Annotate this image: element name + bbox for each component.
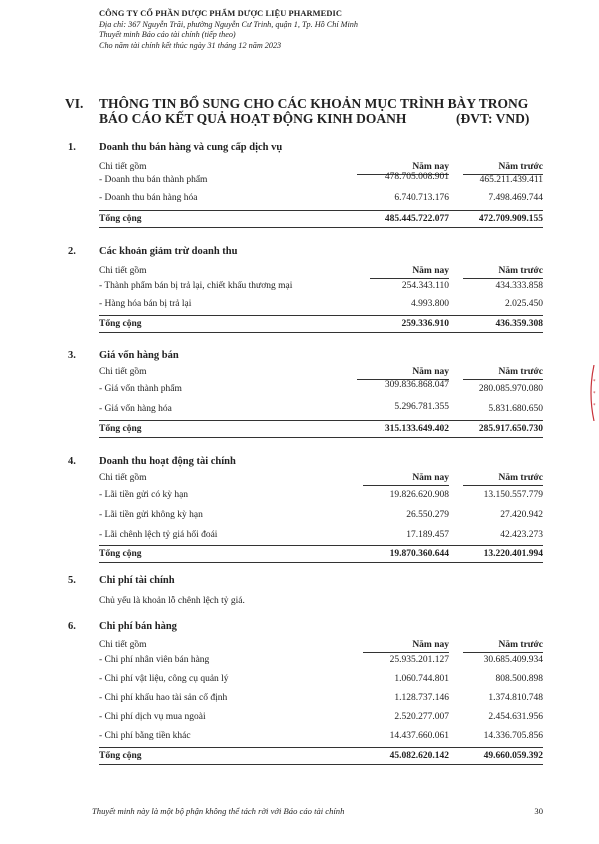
header-underline	[363, 485, 449, 486]
row-label: - Giá vốn thành phẩm	[99, 384, 182, 394]
col-current-header: Năm nay	[412, 640, 449, 650]
col-label-header: Chi tiết gồm	[99, 473, 147, 483]
row-prior: 13.150.557.779	[483, 490, 543, 500]
total-prior: 49.660.059.392	[483, 751, 543, 761]
col-label-header: Chi tiết gồm	[99, 162, 147, 172]
row-prior: 42.423.273	[500, 530, 543, 540]
col-prior-header: Năm trước	[498, 640, 543, 650]
row-label: - Giá vốn hàng hóa	[99, 404, 172, 414]
section-title: Chi phí tài chính	[99, 575, 175, 586]
section-note: Chủ yếu là khoản lỗ chênh lệch tỷ giá.	[99, 596, 245, 606]
total-rule	[99, 227, 543, 228]
section-number: 5.	[68, 575, 76, 586]
svg-text:*: *	[593, 391, 596, 397]
row-current: 478.705.008.901	[384, 172, 449, 182]
col-label-header: Chi tiết gồm	[99, 367, 147, 377]
total-label: Tổng cộng	[99, 751, 142, 761]
col-prior-header: Năm trước	[498, 473, 543, 483]
row-current: 1.060.744.801	[394, 674, 449, 684]
col-current-header: Năm nay	[412, 367, 449, 377]
total-rule	[99, 747, 543, 748]
main-title-line2-wrap	[99, 111, 559, 126]
total-prior: 285.917.650.730	[478, 424, 543, 434]
row-prior: 434.333.858	[495, 281, 543, 291]
total-prior: 472.709.909.155	[478, 214, 543, 224]
header-underline	[363, 652, 449, 653]
section-title: Doanh thu hoạt động tài chính	[99, 456, 236, 467]
col-current-header: Năm nay	[412, 162, 449, 172]
total-current: 259.336.910	[401, 319, 449, 329]
row-label: - Chi phí khấu hao tài sản cố định	[99, 693, 228, 703]
row-prior: 14.336.705.856	[483, 731, 543, 741]
row-current: 4.993.800	[411, 299, 449, 309]
row-prior: 808.500.898	[495, 674, 543, 684]
section-number: 3.	[68, 350, 76, 361]
row-label: - Chi phí bằng tiền khác	[99, 731, 191, 741]
section-number: 4.	[68, 456, 76, 467]
total-label: Tổng cộng	[99, 319, 142, 329]
total-rule	[99, 315, 543, 316]
row-current: 254.343.110	[401, 281, 449, 291]
row-current: 19.826.620.908	[389, 490, 449, 500]
section-number: 1.	[68, 142, 76, 153]
row-current: 1.128.737.146	[394, 693, 449, 703]
total-prior: 13.220.401.994	[483, 549, 543, 559]
row-prior: 7.498.469.744	[488, 193, 543, 203]
main-title-line1: THÔNG TIN BỔ SUNG CHO CÁC KHOẢN MỤC TRÌNH BÀY TRONG	[99, 96, 529, 111]
total-prior: 436.359.308	[495, 319, 543, 329]
col-current-header: Năm nay	[412, 266, 449, 276]
report-period: Cho năm tài chính kết thúc ngày 31 tháng 12 năm 2023	[99, 40, 282, 50]
total-current: 315.133.649.402	[384, 424, 449, 434]
row-label: - Chi phí dịch vụ mua ngoài	[99, 712, 206, 722]
main-title-line2: BÁO CÁO KẾT QUẢ HOẠT ĐỘNG KINH DOANH	[99, 111, 407, 126]
col-label-header: Chi tiết gồm	[99, 640, 147, 650]
total-label: Tổng cộng	[99, 214, 142, 224]
total-rule	[99, 437, 543, 438]
row-prior: 5.831.680.650	[488, 404, 543, 414]
row-prior: 465.211.439.411	[479, 175, 543, 185]
total-rule	[99, 420, 543, 421]
row-label: - Hàng hóa bán bị trả lại	[99, 299, 192, 309]
row-label: - Thành phẩm bán bị trả lại, chiết khấu thương mại	[99, 281, 293, 291]
row-current: 26.550.279	[406, 510, 449, 520]
section-title: Các khoản giảm trừ doanh thu	[99, 246, 238, 257]
total-label: Tổng cộng	[99, 424, 142, 434]
header-underline	[463, 278, 543, 279]
section-title: Doanh thu bán hàng và cung cấp dịch vụ	[99, 142, 283, 153]
document-header	[99, 9, 358, 51]
row-current: 2.520.277.007	[394, 712, 449, 722]
row-prior: 1.374.810.748	[488, 693, 543, 703]
section-title: Giá vốn hàng bán	[99, 350, 179, 361]
total-current: 485.445.722.077	[384, 214, 449, 224]
row-prior: 2.454.631.956	[488, 712, 543, 722]
header-underline	[463, 652, 543, 653]
row-label: - Lãi tiền gửi không kỳ hạn	[99, 510, 203, 520]
row-label: - Doanh thu bán hàng hóa	[99, 193, 198, 203]
row-prior: 30.685.409.934	[483, 655, 543, 665]
section-number: 2.	[68, 246, 76, 257]
company-address: Địa chỉ: 367 Nguyễn Trãi, phường Nguyễn Cư Trinh, quận 1, Tp. Hồ Chí Minh	[99, 19, 358, 29]
row-prior: 27.420.942	[500, 510, 543, 520]
col-current-header: Năm nay	[412, 473, 449, 483]
row-current: 14.437.660.061	[389, 731, 449, 741]
page-number: 30	[534, 806, 543, 816]
section-title: Chi phí bán hàng	[99, 621, 177, 632]
report-subtitle: Thuyết minh Báo cáo tài chính (tiếp theo)	[99, 30, 236, 40]
total-rule	[99, 562, 543, 563]
total-current: 45.082.620.142	[389, 751, 449, 761]
total-rule	[99, 764, 543, 765]
total-label: Tổng cộng	[99, 549, 142, 559]
red-seal-stamp	[588, 365, 598, 421]
col-prior-header: Năm trước	[498, 367, 543, 377]
row-current: 25.935.201.127	[389, 655, 449, 665]
svg-text:*: *	[593, 403, 596, 409]
total-rule	[99, 332, 543, 333]
row-label: - Lãi tiền gửi có kỳ hạn	[99, 490, 189, 500]
svg-text:*: *	[593, 379, 596, 385]
row-label: - Chi phí vật liệu, công cụ quản lý	[99, 674, 229, 684]
col-prior-header: Năm trước	[498, 162, 543, 172]
unit-label: (ĐVT: VND)	[456, 111, 530, 126]
row-label: - Chi phí nhân viên bán hàng	[99, 655, 210, 665]
total-rule	[99, 210, 543, 211]
header-underline	[463, 379, 543, 380]
header-underline	[370, 278, 449, 279]
header-underline	[463, 485, 543, 486]
row-current: 17.189.457	[406, 530, 449, 540]
row-current: 6.740.713.176	[394, 193, 449, 203]
col-label-header: Chi tiết gồm	[99, 266, 147, 276]
total-current: 19.870.360.644	[389, 549, 449, 559]
row-current: 309.836.868.047	[384, 380, 449, 390]
total-rule	[99, 545, 543, 546]
section-number: 6.	[68, 621, 76, 632]
row-current: 5.296.781.355	[394, 402, 449, 412]
row-label: - Lãi chênh lệch tỷ giá hối đoái	[99, 530, 218, 540]
col-prior-header: Năm trước	[498, 266, 543, 276]
main-section-number: VI.	[65, 96, 84, 111]
row-label: - Doanh thu bán thành phẩm	[99, 175, 208, 185]
footer-note: Thuyết minh này là một bộ phận không thể tách rời với Báo cáo tài chính	[92, 806, 345, 816]
main-section-title	[99, 96, 559, 126]
row-prior: 2.025.450	[505, 299, 543, 309]
company-name: CÔNG TY CỔ PHẦN DƯỢC PHẨM DƯỢC LIỆU PHARMEDIC	[99, 9, 343, 18]
row-prior: 280.085.970.080	[478, 384, 543, 394]
